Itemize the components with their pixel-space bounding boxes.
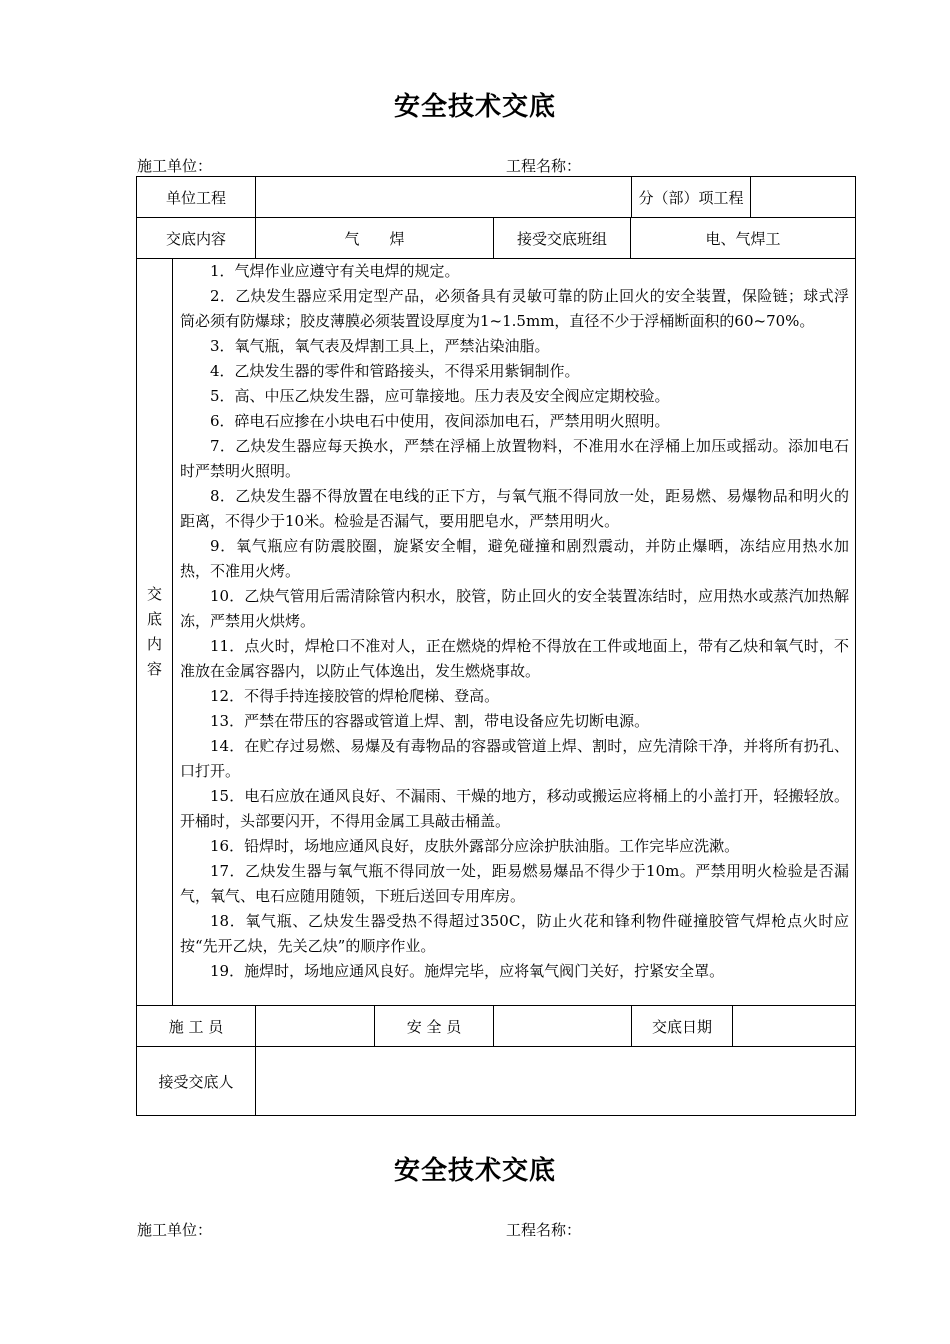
date-value [733, 1006, 855, 1046]
side-char: 容 [146, 660, 162, 678]
safety-value [494, 1006, 632, 1047]
page2-project-name-label: 工程名称： [506, 1221, 582, 1239]
briefing-item: 16．铅焊时，场地应通风良好，皮肤外露部分应涂护肤油脂。工作完毕应洗漱。 [210, 837, 740, 855]
briefing-item: 18．氧气瓶、乙炔发生器受热不得超过350C，防止火花和锋利物件碰撞胶管气焊枪点火时应按“先开乙炔，先关乙炔”的顺序作业。 [180, 912, 850, 955]
briefing-item: 9．氧气瓶应有防震胶圈，旋紧安全帽，避免碰撞和剧烈震动，并防止爆晒，冻结应用热水加热，不准用火烤。 [180, 537, 850, 580]
briefing-item: 1．气焊作业应遵守有关电焊的规定。 [210, 262, 460, 280]
briefing-item: 6．碎电石应掺在小块电石中使用，夜间添加电石，严禁用明火照明。 [210, 412, 670, 430]
briefing-item: 15．电石应放在通风良好、不漏雨、干燥的地方，移动或搬运应将桶上的小盖打开，轻搬轻放。开桶时，头部要闪开，不得用金属工具敲击桶盖。 [180, 787, 850, 830]
briefing-item: 13．严禁在带压的容器或管道上焊、割，带电设备应先切断电源。 [210, 712, 650, 730]
content-value: 气 焊 [256, 218, 494, 259]
side-char: 内 [146, 635, 162, 653]
briefing-item: 8．乙炔发生器不得放置在电线的正下方，与氧气瓶不得同放一处，距易燃、易爆物品和明火的距离，不得少于10米。检验是否漏气，要用肥皂水，严禁用明火。 [180, 487, 850, 530]
briefing-item: 17．乙炔发生器与氧气瓶不得同放一处，距易燃易爆品不得少于10m。严禁用明火检验是否漏气，氧气、电石应随用随领，下班后送回专用库房。 [180, 862, 850, 905]
team-value: 电、气焊工 [705, 229, 781, 248]
briefing-item: 7．乙炔发生器应每天换水，严禁在浮桶上放置物料，不准用水在浮桶上加压或摇动。添加电石时严禁明火照明。 [180, 437, 850, 480]
construction-unit-label: 施工单位： [137, 157, 213, 175]
briefing-item: 19．施焊时，场地应通风良好。施焊完毕，应将氧气阀门关好，拧紧安全罩。 [210, 962, 725, 980]
briefing-item: 3．氧气瓶，氧气表及焊割工具上，严禁沾染油脂。 [210, 337, 550, 355]
content-label: 交底内容 [137, 218, 256, 259]
sub-project-row [632, 177, 856, 218]
briefing-item: 4．乙炔发生器的零件和管路接头，不得采用紫铜制作。 [210, 362, 580, 380]
page2-construction-unit-label: 施工单位： [137, 1221, 213, 1239]
side-char: 底 [146, 610, 162, 628]
briefing-item: 11．点火时，焊枪口不准对人，正在燃烧的焊枪不得放在工件或地面上，带有乙炔和氧气时，不准放在金属容器内，以防止气体逸出，发生燃烧事故。 [180, 637, 850, 680]
date-label: 交底日期 [632, 1006, 733, 1046]
receiver-value [256, 1047, 856, 1116]
briefing-item: 2．乙炔发生器应采用定型产品，必须备具有灵敏可靠的防止回火的安全装置，保险链；球式浮筒必须有防爆球；胶皮薄膜必须装置设厚度为1~1.5mm，直径不少于浮桶断面积的60~70%。 [180, 287, 850, 330]
page2-title: 安全技术交底 [393, 1156, 556, 1186]
briefing-item: 12．不得手持连接胶管的焊枪爬梯、登高。 [210, 687, 500, 705]
briefing-item: 5．高、中压乙炔发生器，应可靠接地。压力表及安全阀应定期校验。 [210, 387, 670, 405]
project-name-label: 工程名称： [506, 157, 582, 175]
sub-project-label: 分（部）项工程 [632, 177, 751, 217]
briefing-item: 14．在贮存过易燃、易爆及有毒物品的容器或管道上焊、割时，应先清除干净，并将所有扔孔、口打开。 [180, 737, 850, 780]
side-char: 交 [146, 585, 162, 603]
page-title: 安全技术交底 [393, 92, 556, 122]
safety-briefing-table [136, 176, 856, 1116]
sub-project-value [751, 177, 855, 217]
worker-label: 施 工 员 [137, 1006, 256, 1047]
safety-label: 安 全 员 [375, 1006, 494, 1047]
briefing-item: 10．乙炔气管用后需清除管内积水，胶管，防止回火的安全装置冻结时，应用热水或蒸汽加热解冻，严禁用火烘烤。 [180, 587, 850, 630]
receiver-label: 接受交底人 [137, 1047, 256, 1116]
briefing-content [173, 259, 856, 1006]
team-row [494, 218, 856, 259]
unit-project-value [256, 177, 632, 218]
content-side-label [137, 259, 173, 1006]
team-label: 接受交底班组 [494, 218, 631, 258]
date-row [632, 1006, 856, 1047]
unit-project-label: 单位工程 [137, 177, 256, 218]
worker-value [256, 1006, 375, 1047]
